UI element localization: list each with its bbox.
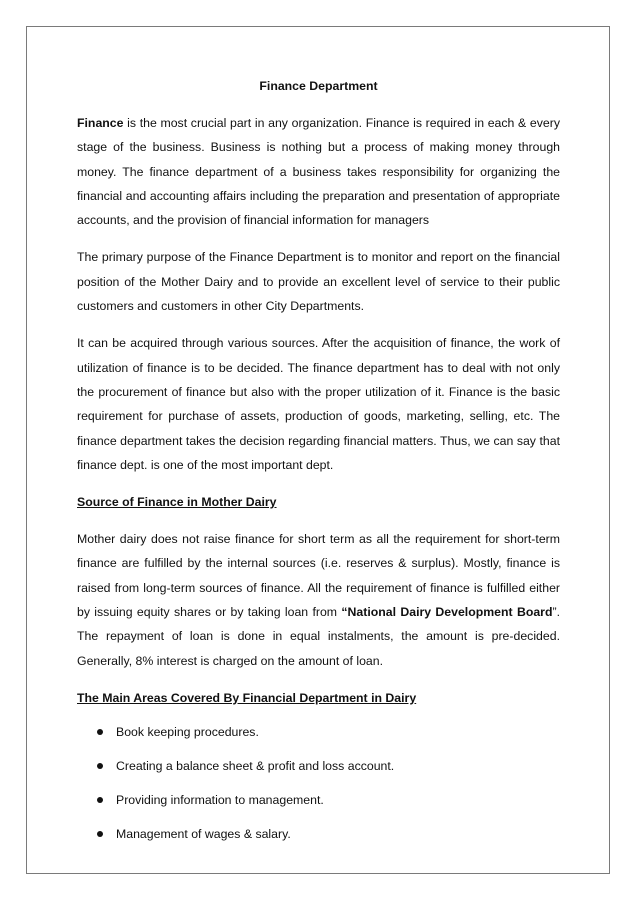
- document-body: [77, 74, 560, 856]
- intro-paragraph: [77, 111, 560, 232]
- intro-text: is the most crucial part in any organization. Finance is required in each & every stage of the business. Business is nothing but a process of making money through money. The finance department of a business takes responsibility for organizing the financial and accounting affairs including the preparation and presentation of appropriate accounts, and the provision of financial information for managers: [77, 116, 560, 228]
- purpose-paragraph: The primary purpose of the Finance Department is to monitor and report on the financial position of the Mother Dairy and to provide an excellent level of service to their public customers and customers in other City Departments.: [77, 250, 560, 314]
- list-item: [77, 720, 560, 744]
- main-areas-heading: The Main Areas Covered By Financial Department in Dairy: [77, 690, 417, 705]
- source-text-after: ”. The repayment of loan is done in equal instalments, the amount is pre-decided. Generally, 8% interest is charged on the amount of loan.: [77, 605, 560, 668]
- bullet-icon: [97, 831, 103, 837]
- list-item: [77, 754, 560, 778]
- list-item-text: Providing information to management.: [116, 792, 324, 807]
- source-bold-phrase: “National Dairy Development Board: [341, 605, 553, 620]
- source-text-before: Mother dairy does not raise finance for short term as all the requirement for short-term finance are fulfilled by the internal sources (i.e. reserves & surplus). Mostly, finance is raised from long-term sources of finance. All the requirement of finance is fulfilled either by issuing equity shares or by taking loan from: [77, 532, 560, 620]
- list-item-text: Book keeping procedures.: [116, 724, 259, 739]
- bullet-icon: [97, 763, 103, 769]
- list-item-text: Creating a balance sheet & profit and loss account.: [116, 758, 395, 773]
- main-areas-list: [77, 720, 560, 846]
- bullet-icon: [97, 729, 103, 735]
- acquisition-paragraph: It can be acquired through various sources. After the acquisition of finance, the work of utilization of finance is to be decided. The finance department has to deal with not only the procurement of finance but also with the proper utilization of it. Finance is the basic requirement for purchase of assets, production of goods, marketing, selling, etc. The finance department takes the decision regarding financial matters. Thus, we can say that finance dept. is one of the most important dept.: [77, 336, 560, 472]
- bullet-icon: [97, 797, 103, 803]
- list-item: [77, 788, 560, 812]
- list-item: [77, 822, 560, 846]
- source-of-finance-paragraph: [77, 527, 560, 673]
- page-title: Finance Department: [259, 79, 378, 93]
- list-item-text: Management of wages & salary.: [116, 826, 291, 841]
- intro-lead-term: Finance: [77, 116, 124, 130]
- source-of-finance-heading: Source of Finance in Mother Dairy: [77, 495, 277, 510]
